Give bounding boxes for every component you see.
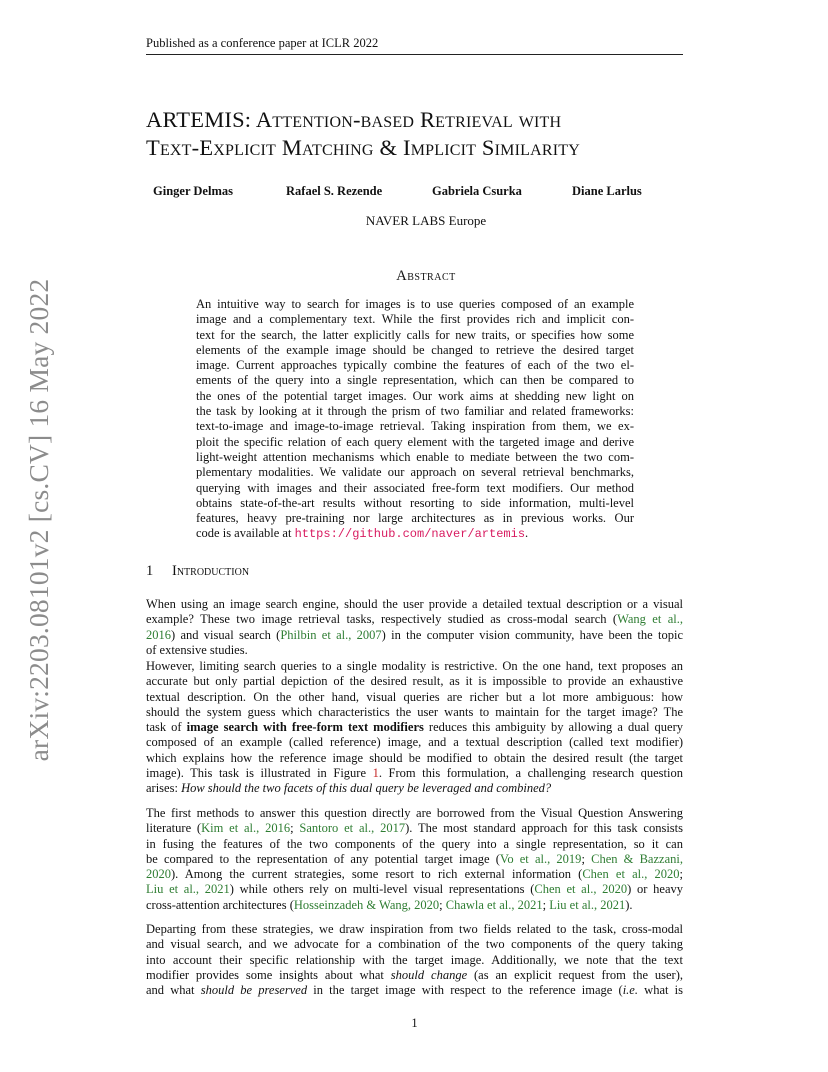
citation-link[interactable]: Liu et al., 2021 [549, 897, 626, 912]
abstract-line: the task by looking at it through the prism of two familiar and related frameworks: [196, 404, 634, 419]
affiliation: NAVER LABS Europe [365, 213, 487, 228]
abstract-line: text-to-image and image-to-image retrieval. Taking inspiration from them, we ex- [196, 419, 634, 434]
text-line: modifier provides some insights about what should change (as an explicit request from the user), [146, 967, 683, 982]
citation-link[interactable]: Wang et al., [617, 612, 684, 627]
task-name: image search with free-form text modifiers [186, 720, 424, 735]
abstract-line: ements of the query into a single representation, which can then be compared to [196, 373, 634, 388]
abstract-line: features, heavy pre-training nor large architectures as in previous works. Our [196, 511, 634, 526]
code-suffix: . [525, 526, 529, 541]
citation-link[interactable]: Kim et al., 2016 [201, 821, 291, 836]
abstract-line: ploit the specific relation of each query element with the targeted image and derive [196, 434, 634, 449]
citation-link[interactable]: 2020 [146, 867, 171, 882]
author-list [146, 184, 683, 200]
citation-link[interactable]: Vo et al., 2019 [499, 851, 582, 866]
author: Gabriela Csurka [432, 184, 522, 198]
text-line: literature (Kim et al., 2016; Santoro et al., 2017). The most standard approach for this task consists [146, 821, 683, 836]
citation-link[interactable]: Chen & Bazzani, [591, 851, 683, 866]
text-line: into account their specific relationship with the target image. Additionally, we note that the text [146, 952, 683, 967]
section-number: 1 [146, 563, 154, 579]
abstract-line: elements of the example image should be changed to retrieve the desired target [196, 342, 634, 357]
text-line: and visual search, and we advocate for a combination of the two components of the query taking [146, 937, 683, 952]
author: Diane Larlus [572, 184, 642, 198]
text-line: cross-attention architectures (Hosseinzadeh & Wang, 2020; Chawla et al., 2021; Liu et al., 2021). [146, 897, 633, 912]
text-line: accurate but only partial depiction of the desired result, as it is impossible to provide an exhaustive [146, 674, 683, 689]
author: Rafael S. Rezende [286, 184, 383, 198]
text-line: task of image search with free-form text modifiers reduces this ambiguity by allowing a dual query [146, 720, 683, 735]
abstract-line: obtains state-of-the-art results without resorting to side information, multi-level [196, 495, 634, 510]
text-line: composed of an example (called reference) image, and a textual description (called text modifier) [146, 735, 683, 750]
text-line: Departing from these strategies, we draw inspiration from two fields related to the task, cross-modal [146, 922, 683, 936]
abstract-line: An intuitive way to search for images is to use queries composed of an example [196, 297, 634, 311]
paper-title [146, 106, 706, 162]
code-prefix: code is available at [196, 526, 295, 541]
citation-link[interactable]: Philbin et al., 2007 [280, 627, 382, 642]
research-question: How should the two facets of this dual query be leveraged and combined? [181, 781, 552, 796]
abstract-line: image. Current approaches typically combine the features of each of the two el- [196, 358, 634, 373]
citation-link[interactable]: Chen et al., 2020 [582, 867, 680, 882]
page-number: 1 [411, 1016, 418, 1030]
citation-link[interactable]: Chawla et al., 2021 [445, 897, 543, 912]
abstract-line: the ones of the potential target images. Our work aims at shedding new light on [196, 388, 634, 403]
abstract-line: light-weight attention mechanisms which enable to mediate between the two com- [196, 449, 634, 464]
text-line: of extensive studies. [146, 642, 248, 657]
arxiv-identifier: arXiv:2203.08101v2 [cs.CV] 16 May 2022 [23, 278, 54, 762]
paragraph [146, 659, 683, 797]
text-line: arises: How should the two facets of this dual query be leveraged and combined? [146, 781, 552, 796]
text-line: 2016) and visual search (Philbin et al., 2007) in the computer vision community, have been the topic [146, 627, 683, 642]
citation-link[interactable]: Liu et al., 2021 [146, 882, 230, 897]
code-link[interactable]: https://github.com/naver/artemis [294, 527, 526, 542]
abstract-heading: Abstract [396, 268, 456, 284]
text-line: When using an image search engine, should the user provide a detailed textual description or a visual [146, 597, 683, 611]
text-line: should the system guess which characteristics the user wants to maintain for the target image? The [146, 704, 683, 719]
paragraph [146, 597, 683, 658]
running-header: Published as a conference paper at ICLR 2022 [146, 36, 683, 55]
paragraph [146, 922, 683, 998]
citation-link[interactable]: Hosseinzadeh & Wang, 2020 [293, 897, 440, 912]
paragraph [146, 806, 683, 913]
text-line: The first methods to answer this question directly are borrowed from the Visual Question Answering [146, 806, 683, 820]
text-line: example? These two image retrieval tasks, respectively studied as cross-modal search (Wang et al., [146, 612, 684, 627]
citation-link[interactable]: Santoro et al., 2017 [299, 821, 406, 836]
text-line: textual description. On the other hand, visual queries are richer but a lot more ambiguous: how [146, 689, 683, 704]
text-line: However, limiting search queries to a single modality is restrictive. On the one hand, text proposes an [146, 659, 683, 673]
title-line-1: ARTEMIS: Attention-based Retrieval with [146, 107, 562, 132]
text-line: 2020). Among the current strategies, some resort to rich external information (Chen et al., 2020; [146, 867, 683, 882]
abstract-line: querying with images and their associated free-form text modifiers. Our method [196, 480, 634, 495]
abstract-line: image and a complementary text. While the first provides rich and implicit con- [196, 312, 634, 327]
abstract-line: plementary modalities. We validate our approach on several retrieval benchmarks, [196, 465, 634, 480]
abstract-line [196, 526, 634, 542]
text-line: Liu et al., 2021) while others rely on multi-level visual representations (Chen et al., 2020) or heavy [146, 882, 683, 897]
author: Ginger Delmas [153, 184, 233, 198]
text-line: in fusing the features of the two components of the query into a single representation, so it can [146, 836, 683, 851]
text-line: be compared to the representation of any potential target image (Vo et al., 2019; Chen & Bazzani, [146, 851, 683, 866]
section-title: Introduction [172, 563, 250, 579]
abstract-body [196, 297, 634, 543]
citation-link[interactable]: 2016 [146, 627, 171, 642]
text-line: image). This task is illustrated in Figure 1. From this formulation, a challenging research question [146, 766, 683, 781]
text-line: and what should be preserved in the target image with respect to the reference image (i.e. what is [146, 983, 683, 998]
title-line-2: Text-Explicit Matching & Implicit Similarity [146, 135, 580, 160]
citation-link[interactable]: Chen et al., 2020 [534, 882, 628, 897]
abstract-line: text for the search, the latter explicitly calls for new traits, or specifies how some [196, 327, 634, 342]
figure-ref-link[interactable]: 1 [372, 766, 379, 781]
text-line: which explains how the reference image should be modified to obtain the desired result (the target [146, 750, 683, 765]
section-heading [146, 563, 249, 580]
